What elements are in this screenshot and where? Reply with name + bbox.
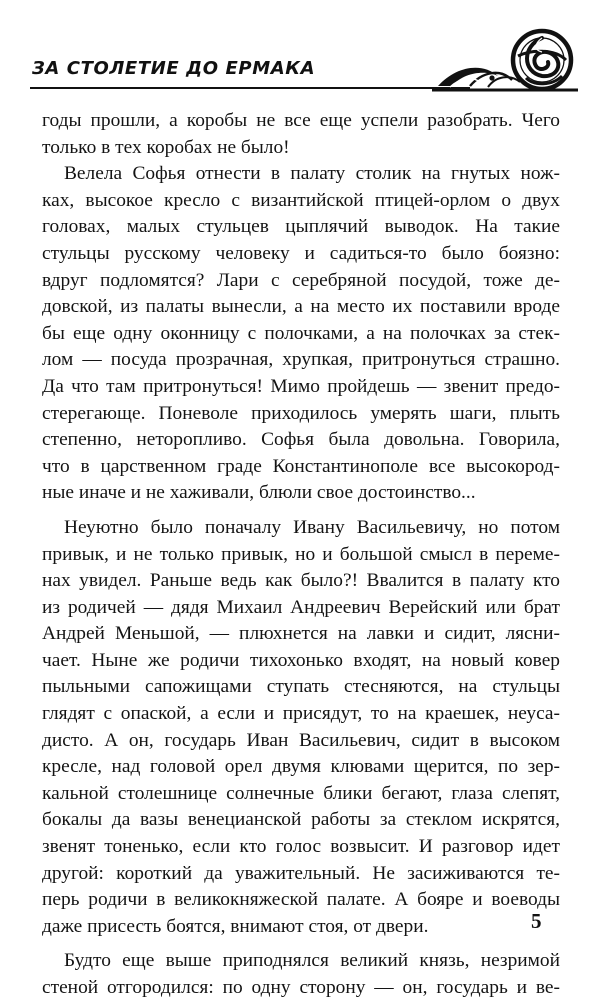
text-line: Андрей Меньшой, — плюхнется на лавки и сидит, лясни- xyxy=(42,623,560,645)
running-header xyxy=(30,26,578,96)
text-line: звенят тоненько, если кто голос возвысит. И разговор идет xyxy=(42,836,560,858)
page-number: 5 xyxy=(531,909,542,933)
text-line: вдруг подломятся? Лари с серебряной посудой, тоже де- xyxy=(42,269,560,291)
paragraph xyxy=(42,515,560,941)
paragraph xyxy=(42,108,560,161)
text-line: лом — посуда прозрачная, хрупкая, притронуться страшно. xyxy=(42,349,560,371)
paragraph xyxy=(42,948,560,1001)
text-line: степенно, неторопливо. Софья была довольна. Говорила, xyxy=(42,429,560,451)
running-title: ЗА СТОЛЕТИЕ ДО ЕРМАКА xyxy=(32,58,316,79)
text-line: пыльными сапожищами ступать стесняются, на стульцы xyxy=(42,676,560,698)
text-line: только в тех коробах не было! xyxy=(42,136,290,158)
text-line: ные иначе и не хаживали, блюли свое достоинство... xyxy=(42,482,476,504)
text-line: чает. Ныне же родичи тихохонько входят, на новый ковер xyxy=(42,649,560,671)
text-line: бы еще одну оконницу с полочками, а на полочках за стек- xyxy=(42,322,560,344)
text-line: головах, малых стульцев цыплячий выводок. На такие xyxy=(42,216,560,238)
text-line: привык, и не только привык, но и большой смысл в переме- xyxy=(42,543,560,565)
text-line: Велела Софья отнести в палату столик на гнутых нож- xyxy=(64,163,560,185)
text-line: кальной столешнице солнечные блики бегают, глаза слепят, xyxy=(42,782,560,804)
text-line: стеной отгородился: по одну сторону — он, государь и ве- xyxy=(42,977,560,998)
text-line: нах увидел. Раньше ведь как было?! Ввалится в палату кто xyxy=(42,570,560,592)
text-line: стульцы русскому человеку и садиться-то было боязно: xyxy=(42,242,560,264)
text-line: ках, высокое кресло с византийской птицей-орлом о двух xyxy=(42,189,560,211)
celtic-knot-ornament-icon xyxy=(430,26,578,96)
paragraph-gap xyxy=(42,940,560,948)
text-line: даже присесть боятся, внимают стоя, от двери. xyxy=(42,915,429,937)
text-line: кресле, над головой орел двумя клювами щерится, по зер- xyxy=(42,756,560,778)
text-line: стерегающе. Поневоле приходилось умерять шаги, плыть xyxy=(42,402,560,424)
header-rule xyxy=(30,87,470,89)
text-line: что в царственном граде Константинополе все высокород- xyxy=(42,455,560,477)
text-line: бокалы да вазы венецианской работы за стеклом искрятся, xyxy=(42,809,560,831)
text-line: глядят с опаской, а если и присядут, то на краешек, неуса- xyxy=(42,703,560,725)
paragraph-gap xyxy=(42,507,560,515)
text-line: дисто. А он, государь Иван Васильевич, сидит в высоком xyxy=(42,729,560,751)
paragraph xyxy=(42,161,560,507)
text-line: Да что там притронуться! Мимо пройдешь — звенит предо- xyxy=(42,375,560,397)
text-line: из родичей — дядя Михаил Андреевич Верейский или брат xyxy=(42,596,560,618)
text-line: Будто еще выше приподнялся великий князь, незримой xyxy=(64,950,560,972)
page-text xyxy=(42,108,560,1002)
text-line: другой: короткий да уважительный. Не засиживаются те- xyxy=(42,862,560,884)
text-line: Неуютно было поначалу Ивану Васильевичу, но потом xyxy=(64,516,560,538)
text-line: довской, из палаты вынесли, а на место их поставили вроде xyxy=(42,296,560,318)
text-line: годы прошли, а коробы не все еще успели разобрать. Чего xyxy=(42,110,560,131)
text-line: перь родичи в великокняжеской палате. А бояре и воеводы xyxy=(42,889,560,911)
